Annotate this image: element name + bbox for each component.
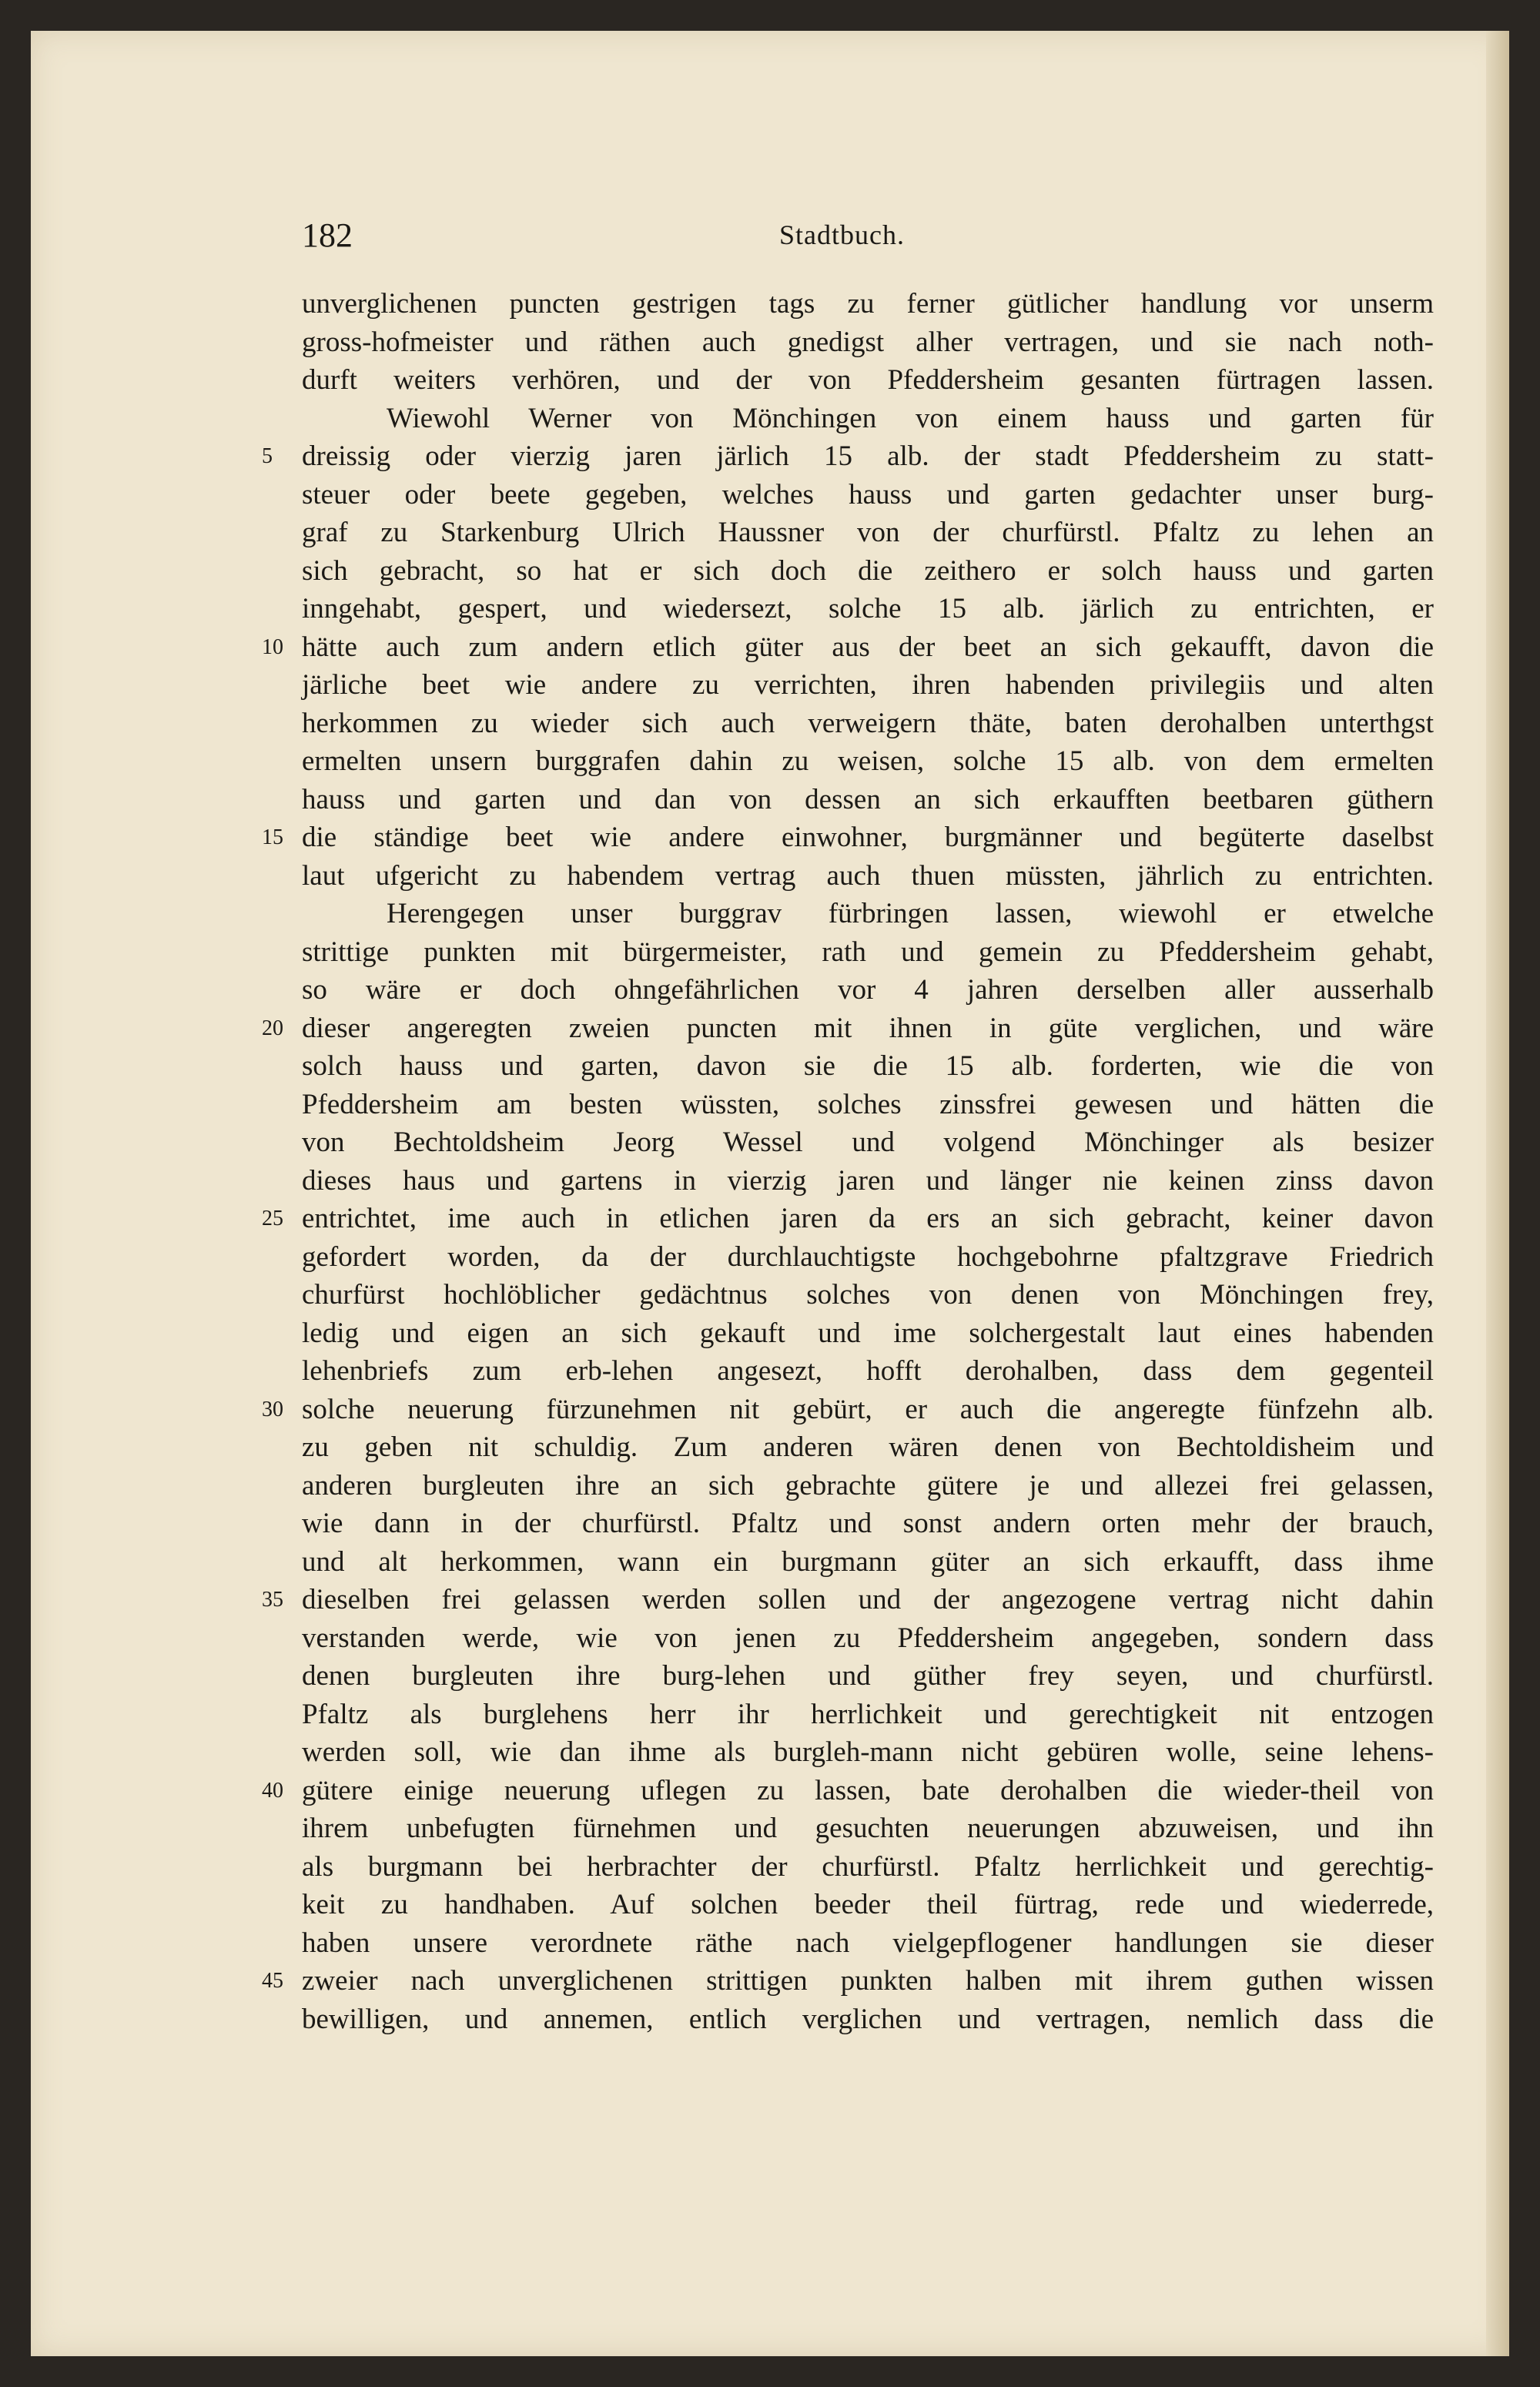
- line-text: als burgmann bei herbrachter der churfürstl. Pfaltz herrlichkeit und gerechtig-: [302, 1850, 1434, 1883]
- text-line: [302, 476, 1434, 514]
- line-text: denen burgleuten ihre burg-lehen und güther frey seyen, und churfürstl.: [302, 1660, 1434, 1692]
- text-line: [302, 1810, 1434, 1848]
- text-line: [302, 514, 1434, 552]
- line-text: wie dann in der churfürstl. Pfaltz und sonst andern orten mehr der brauch,: [302, 1508, 1434, 1539]
- line-text: gütere einige neuerung uflegen zu lassen, bate derohalben die wieder-theil von: [302, 1774, 1434, 1806]
- line-text: Herengegen unser burggrav fürbringen lassen, wiewohl er etwelche: [387, 898, 1434, 929]
- text-line: [302, 1123, 1434, 1162]
- line-text: anderen burgleuten ihre an sich gebrachte gütere je und allezei frei gelassen,: [302, 1469, 1434, 1502]
- text-line: [302, 895, 1434, 933]
- line-text: solch hauss und garten, davon sie die 15 alb. forderten, wie die von: [302, 1050, 1434, 1082]
- line-text: und alt herkommen, wann ein burgmann güter an sich erkaufft, dass ihme: [302, 1545, 1434, 1578]
- line-text: lehenbriefs zum erb-lehen angesezt, hofft derohalben, dass dem gegenteil: [302, 1355, 1434, 1387]
- line-text: Wiewohl Werner von Mönchingen von einem hauss und garten für: [387, 402, 1434, 434]
- text-line: [302, 1086, 1434, 1124]
- text-line: [262, 1581, 1434, 1619]
- book-page: [31, 31, 1509, 2356]
- line-text: zweier nach unverglichenen strittigen punkten halben mit ihrem guthen wissen: [302, 1965, 1434, 1997]
- text-line: [262, 1772, 1434, 1810]
- line-text: entrichtet, ime auch in etlichen jaren da ers an sich gebracht, keiner davon: [302, 1203, 1434, 1234]
- line-text: dieselben frei gelassen werden sollen und der angezogene vertrag nicht dahin: [302, 1584, 1434, 1615]
- text-line: [302, 1848, 1434, 1886]
- line-text: herkommen zu wieder sich auch verweigern thäte, baten derohalben unterthgst: [302, 707, 1434, 739]
- text-line: [302, 361, 1434, 400]
- line-text: graf zu Starkenburg Ulrich Haussner von der churfürstl. Pfaltz zu lehen an: [302, 517, 1434, 548]
- text-line: [262, 1962, 1434, 2000]
- line-text: zu geben nit schuldig. Zum anderen wären denen von Bechtoldisheim und: [302, 1431, 1434, 1463]
- text-line: [302, 1314, 1434, 1353]
- line-number: 45: [262, 1969, 283, 1993]
- line-text: die ständige beet wie andere einwohner, burgmänner und begüterte daselbst: [302, 822, 1434, 853]
- text-line: [302, 1047, 1434, 1086]
- line-number: 20: [262, 1016, 283, 1040]
- line-text: hauss und garten und dan von dessen an sich erkaufften beetbaren güthern: [302, 783, 1434, 815]
- text-line: [302, 742, 1434, 781]
- line-text: solche neuerung fürzunehmen nit gebürt, er auch die angeregte fünfzehn alb.: [302, 1393, 1434, 1425]
- text-line: [302, 1619, 1434, 1658]
- line-text: churfürst hochlöblicher gedächtnus solches von denen von Mönchingen frey,: [302, 1279, 1434, 1311]
- running-head: Stadtbuch.: [779, 219, 905, 250]
- line-number: 5: [262, 444, 273, 468]
- text-line: [302, 2000, 1434, 2039]
- line-text: järliche beet wie andere zu verrichten, ihren habenden privilegiis und alten: [302, 669, 1434, 701]
- line-text: steuer oder beete gegeben, welches hauss und garten gedachter unser burg-: [302, 478, 1434, 511]
- text-line: [262, 1009, 1434, 1048]
- line-number: 35: [262, 1588, 283, 1612]
- line-text: gross-hofmeister und räthen auch gnedigst alher vertragen, und sie nach noth-: [302, 326, 1434, 358]
- text-line: [302, 1733, 1434, 1772]
- line-text: unverglichenen puncten gestrigen tags zu ferner gütlicher handlung vor unserm: [302, 288, 1434, 320]
- line-text: Pfeddersheim am besten wüssten, solches zinssfrei gewesen und hätten die: [302, 1088, 1434, 1120]
- line-number: 15: [262, 825, 283, 849]
- line-text: dieser angeregten zweien puncten mit ihnen in güte verglichen, und wäre: [302, 1012, 1434, 1044]
- text-line: [302, 1467, 1434, 1505]
- line-text: von Bechtoldsheim Jeorg Wessel und volgend Mönchinger als besizer: [302, 1127, 1434, 1158]
- text-line: [302, 857, 1434, 896]
- line-text: Pfaltz als burglehens herr ihr herrlichkeit und gerechtigkeit nit entzogen: [302, 1698, 1434, 1730]
- line-text: ledig und eigen an sich gekauft und ime solchergestalt laut eines habenden: [302, 1317, 1434, 1349]
- line-text: ermelten unsern burggrafen dahin zu weisen, solche 15 alb. von dem ermelten: [302, 745, 1434, 777]
- line-text: bewilligen, und annemen, entlich verglichen und vertragen, nemlich dass die: [302, 2003, 1434, 2035]
- line-text: ihrem unbefugten fürnehmen und gesuchten neuerungen abzuweisen, und ihn: [302, 1813, 1434, 1844]
- text-line: [262, 1391, 1434, 1429]
- page-edge-shadow: [1486, 31, 1509, 2356]
- body-text: [262, 285, 1434, 2038]
- text-line: [302, 971, 1434, 1009]
- line-text: laut ufgericht zu habendem vertrag auch thuen müssten, jährlich zu entrichten.: [302, 859, 1434, 892]
- text-line: [302, 285, 1434, 323]
- line-number: 25: [262, 1207, 283, 1230]
- line-number: 30: [262, 1397, 283, 1421]
- text-line: [302, 1276, 1434, 1314]
- line-text: hätte auch zum andern etlich güter aus der beet an sich gekaufft, davon die: [302, 631, 1434, 663]
- page-number: 182: [302, 216, 353, 254]
- text-line: [302, 705, 1434, 743]
- text-line: [302, 1543, 1434, 1582]
- line-text: sich gebracht, so hat er sich doch die zeithero er solch hauss und garten: [302, 554, 1434, 587]
- text-line: [302, 933, 1434, 972]
- line-number: 10: [262, 634, 283, 659]
- text-line: [302, 1696, 1434, 1734]
- text-line: [262, 628, 1434, 667]
- text-line: [302, 1886, 1434, 1924]
- line-text: dreissig oder vierzig jaren järlich 15 alb. der stadt Pfeddersheim zu statt-: [302, 440, 1434, 472]
- text-line: [262, 1200, 1434, 1238]
- line-number: 40: [262, 1778, 283, 1803]
- text-line: [302, 1352, 1434, 1391]
- line-text: dieses haus und gartens in vierzig jaren und länger nie keinen zinss davon: [302, 1164, 1434, 1197]
- line-text: verstanden werde, wie von jenen zu Pfeddersheim angegeben, sondern dass: [302, 1622, 1434, 1654]
- text-line: [302, 1505, 1434, 1543]
- line-text: keit zu handhaben. Auf solchen beeder theil fürtrag, rede und wiederrede,: [302, 1889, 1434, 1920]
- line-text: strittige punkten mit bürgermeister, rath und gemein zu Pfeddersheim gehabt,: [302, 936, 1434, 968]
- page-header: [302, 216, 1441, 262]
- text-line: [302, 1657, 1434, 1696]
- line-text: gefordert worden, da der durchlauchtigste hochgebohrne pfaltzgrave Friedrich: [302, 1240, 1434, 1273]
- text-line: [302, 1924, 1434, 1963]
- text-line: [302, 1428, 1434, 1467]
- text-line: [262, 819, 1434, 857]
- text-line: [302, 400, 1434, 438]
- line-text: inngehabt, gespert, und wiedersezt, solche 15 alb. järlich zu entrichten, er: [302, 593, 1434, 624]
- text-line: [302, 1162, 1434, 1200]
- text-line: [302, 552, 1434, 591]
- text-line: [302, 666, 1434, 705]
- text-line: [302, 590, 1434, 628]
- text-line: [302, 323, 1434, 362]
- text-line: [262, 437, 1434, 476]
- line-text: durft weiters verhören, und der von Pfeddersheim gesanten fürtragen lassen.: [302, 364, 1434, 396]
- line-text: werden soll, wie dan ihme als burgleh-mann nicht gebüren wolle, seine lehens-: [302, 1736, 1434, 1768]
- text-line: [302, 1238, 1434, 1277]
- line-text: haben unsere verordnete räthe nach vielgepflogener handlungen sie dieser: [302, 1927, 1434, 1959]
- text-line: [302, 781, 1434, 819]
- line-text: so wäre er doch ohngefährlichen vor 4 jahren derselben aller ausserhalb: [302, 974, 1434, 1006]
